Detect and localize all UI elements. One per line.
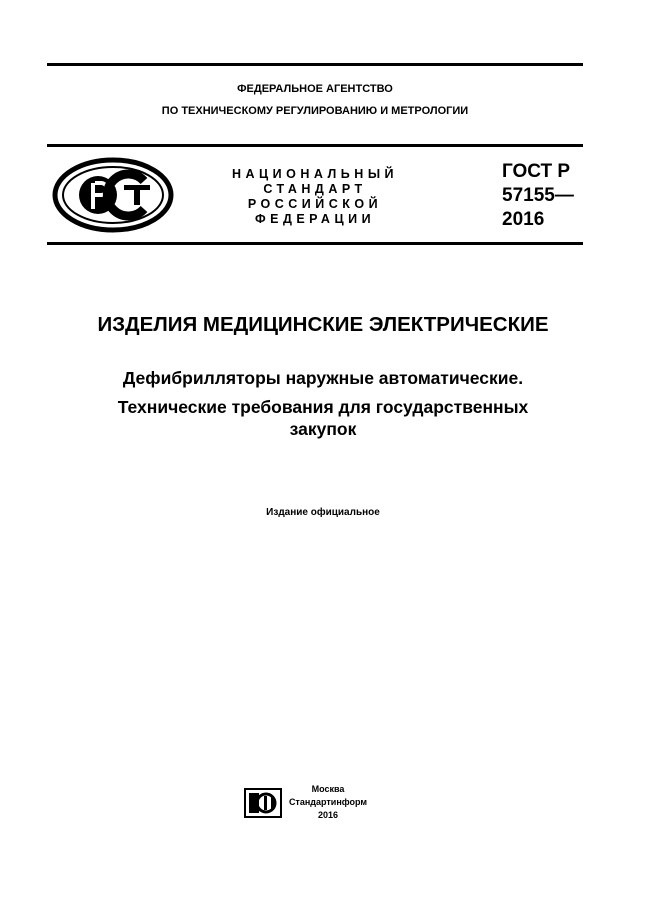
- top-rule: [47, 63, 583, 66]
- gost-designation-line3: 2016: [502, 209, 545, 230]
- publisher-city: Москва: [311, 784, 345, 794]
- document-title: ИЗДЕЛИЯ МЕДИЦИНСКИЕ ЭЛЕКТРИЧЕСКИЕ: [97, 313, 549, 336]
- subtitle-line1: Дефибрилляторы наружные автоматические.: [122, 368, 524, 388]
- gost-designation-line2: 57155—: [502, 185, 574, 206]
- publisher-name: Стандартинформ: [288, 797, 368, 807]
- standard-type-line1: НАЦИОНАЛЬНЫЙ: [231, 167, 399, 181]
- subtitle-line2: Технические требования для государственных: [117, 397, 529, 417]
- document-subtitle: [30, 363, 616, 439]
- header-bottom-rule: [47, 242, 583, 245]
- standartinform-logo-icon: [244, 788, 282, 818]
- standard-type-line2: СТАНДАРТ: [263, 182, 367, 196]
- publisher-info: [283, 783, 373, 822]
- rst-logo-icon: [52, 157, 174, 233]
- subtitle-line3: закупок: [289, 419, 357, 439]
- standard-type-line3: РОССИЙСКОЙ: [247, 197, 383, 211]
- standard-type-line4: ФЕДЕРАЦИИ: [254, 212, 376, 226]
- header-top-rule: [47, 144, 583, 147]
- publisher-year: 2016: [317, 810, 339, 820]
- gost-designation-line1: ГОСТ Р: [502, 161, 571, 182]
- agency-name-line2: ПО ТЕХНИЧЕСКОМУ РЕГУЛИРОВАНИЮ И МЕТРОЛОГИИ: [161, 105, 469, 117]
- edition-label: Издание официальное: [266, 507, 380, 518]
- agency-name-line1: ФЕДЕРАЛЬНОЕ АГЕНТСТВО: [237, 83, 393, 95]
